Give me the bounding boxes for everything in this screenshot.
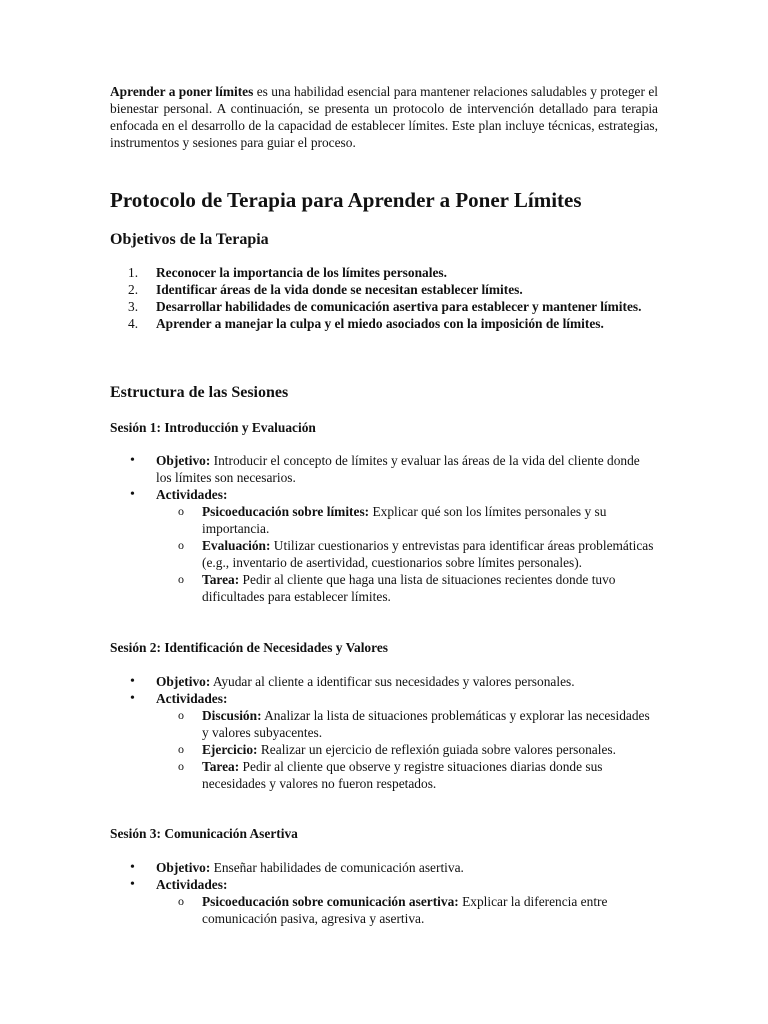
bullet-icon: • [130, 877, 135, 892]
activities-label: Actividades: [156, 691, 228, 706]
intro-text: es una habilidad esencial para mantener relaciones saludables y proteger el bienestar personal. A continuación, se presenta un protocolo de intervención detallado para terapia enfocada en el desarrollo de la capacidad de establecer límites. Este plan incluye técnicas, estrategias, instrumentos y sesiones para guiar el proceso. [110, 84, 658, 150]
objective-text: Desarrollar habilidades de comunicación asertiva para establecer y mantener límites. [156, 299, 642, 314]
bullet-icon: • [130, 860, 135, 875]
objective-label: Objetivo: [156, 674, 211, 689]
objective-item [110, 298, 650, 315]
session-objective [110, 452, 658, 486]
objective-number: 3. [128, 299, 139, 314]
session-3-title: Sesión 3: Comunicación Asertiva [110, 826, 298, 841]
sub-bullet-icon: o [178, 759, 184, 773]
objective-text: Reconocer la importancia de los límites personales. [156, 265, 447, 280]
document-title: Protocolo de Terapia para Aprender a Poner Límites [110, 188, 582, 212]
session-objective [110, 859, 658, 876]
activity-label: Tarea: [202, 759, 240, 774]
session-2-title: Sesión 2: Identificación de Necesidades y Valores [110, 640, 388, 655]
bullet-icon: • [130, 691, 135, 706]
sub-bullet-icon: o [178, 708, 184, 722]
objective-text: Identificar áreas de la vida donde se necesitan establecer límites. [156, 282, 523, 297]
bullet-icon: • [130, 487, 135, 502]
sub-bullet-icon: o [178, 742, 184, 756]
objective-description: Enseñar habilidades de comunicación asertiva. [210, 860, 464, 875]
sub-bullet-icon: o [178, 538, 184, 552]
bullet-icon: • [130, 674, 135, 689]
activity-label: Evaluación: [202, 538, 271, 553]
activity-label: Tarea: [202, 572, 240, 587]
activity-label: Psicoeducación sobre límites: [202, 504, 370, 519]
objective-label: Objetivo: [156, 453, 211, 468]
session-1-title: Sesión 1: Introducción y Evaluación [110, 420, 316, 435]
intro-paragraph [110, 83, 658, 151]
sub-bullet-icon: o [178, 504, 184, 518]
activity-text: Realizar un ejercicio de reflexión guiada sobre valores personales. [257, 742, 616, 757]
activity-item [110, 503, 658, 537]
activity-item [110, 537, 658, 571]
activity-item [110, 758, 658, 792]
session-objective [110, 673, 658, 690]
activity-label: Psicoeducación sobre comunicación asertiva: [202, 894, 459, 909]
session-activities [110, 486, 658, 503]
objective-number: 4. [128, 316, 139, 331]
activity-item [110, 571, 658, 605]
objective-item [110, 281, 650, 298]
sub-bullet-icon: o [178, 572, 184, 586]
sub-bullet-icon: o [178, 894, 184, 908]
activity-label: Ejercicio: [202, 742, 258, 757]
activity-text: Pedir al cliente que haga una lista de situaciones recientes donde tuvo dificultades para establecer límites. [202, 572, 616, 604]
objective-item [110, 264, 650, 281]
session-activities [110, 690, 658, 707]
intro-bold-lead: Aprender a poner límites [110, 84, 254, 99]
activities-label: Actividades: [156, 877, 228, 892]
objective-description: Ayudar al cliente a identificar sus necesidades y valores personales. [210, 674, 575, 689]
activity-text: Utilizar cuestionarios y entrevistas para identificar áreas problemáticas (e.g., inventario de asertividad, cuestionarios sobre límites personales). [202, 538, 654, 570]
session-2-list [110, 673, 658, 792]
objective-label: Objetivo: [156, 860, 211, 875]
bullet-icon: • [130, 453, 135, 468]
activity-item [110, 741, 658, 758]
objective-description: Introducir el concepto de límites y evaluar las áreas de la vida del cliente donde los límites son necesarios. [156, 453, 640, 485]
objectives-list [110, 264, 650, 332]
activity-label: Discusión: [202, 708, 262, 723]
session-3-list [110, 859, 658, 927]
activity-text: Explicar la diferencia entre comunicación pasiva, agresiva y asertiva. [202, 894, 608, 926]
activity-text: Explicar qué son los límites personales y su importancia. [202, 504, 607, 536]
objective-number: 1. [128, 265, 139, 280]
objective-text: Aprender a manejar la culpa y el miedo asociados con la imposición de límites. [156, 316, 604, 331]
activity-item [110, 893, 658, 927]
activity-text: Pedir al cliente que observe y registre situaciones diarias donde sus necesidades y valores no fueron respetados. [202, 759, 603, 791]
activity-text: Analizar la lista de situaciones problemáticas y explorar las necesidades y valores subyacentes. [202, 708, 650, 740]
objective-number: 2. [128, 282, 139, 297]
objectives-heading: Objetivos de la Terapia [110, 231, 269, 248]
activity-item [110, 707, 658, 741]
activities-label: Actividades: [156, 487, 228, 502]
structure-heading: Estructura de las Sesiones [110, 384, 289, 401]
objective-item [110, 315, 650, 332]
session-activities [110, 876, 658, 893]
session-1-list [110, 452, 658, 605]
